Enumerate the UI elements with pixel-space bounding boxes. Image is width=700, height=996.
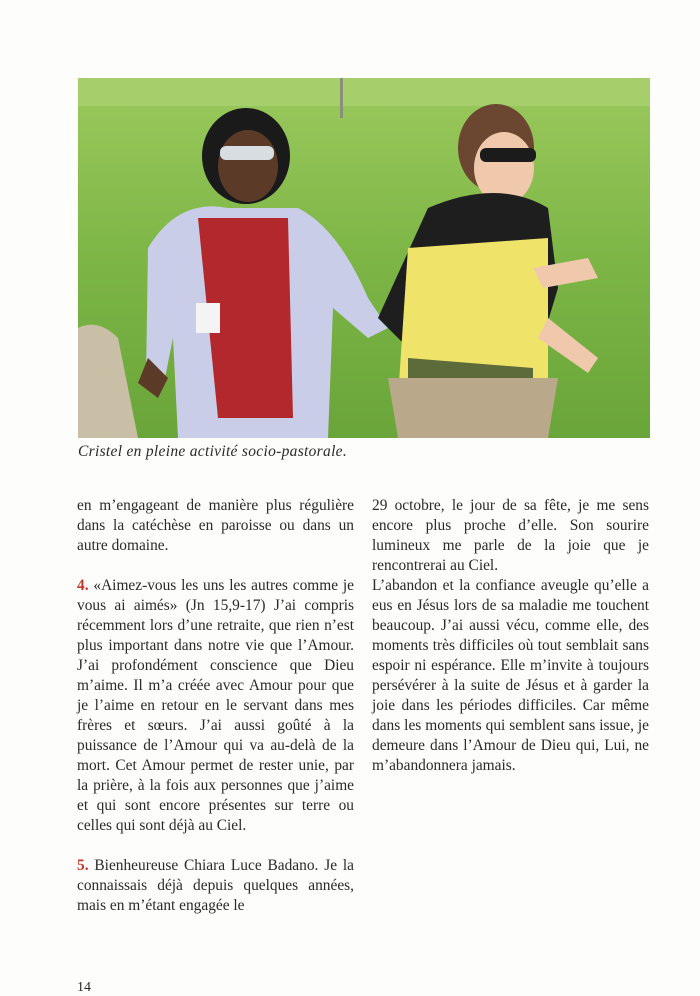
page-number: 14	[77, 980, 91, 995]
intro-paragraph: en m’engageant de manière plus régulière dans la catéchèse en paroisse ou dans un autre domaine.	[77, 497, 354, 554]
right-paragraph-1: 29 octobre, le jour de sa fête, je me sens encore plus proche d’elle. Son sourire lumineux me parle de la joie que je rencontrerai au Ciel.	[372, 497, 649, 574]
item-5-text: Bienheureuse Chiara Luce Badano. Je la connaissais déjà depuis quelques années, mais en m’étant engagée le	[77, 857, 354, 914]
photo-caption: Cristel en pleine activité socio-pastorale.	[78, 443, 348, 460]
photo	[78, 78, 650, 438]
right-column	[372, 496, 649, 776]
item-4-number: 4.	[77, 577, 89, 594]
right-paragraph-2: L’abandon et la confiance aveugle qu’elle a eus en Jésus lors de sa maladie me touchent beaucoup. J’ai aussi vécu, comme elle, des moments très difficiles où tout semblait sans espoir ni espérance. Elle m’invite à toujours persévérer à la suite de Jésus et à garder la joie dans les périodes difficiles. Car même dans les moments qui semblent sans issue, je demeure dans l’Amour de Dieu qui, Lui, ne m’abandonnera jamais.	[372, 577, 649, 774]
item-5-paragraph	[77, 856, 354, 916]
left-column	[77, 496, 354, 916]
item-4-text: «Aimez-vous les uns les autres comme je vous ai aimés» (Jn 15,9-17) J’ai compris récemment lors d’une retraite, que rien n’est plus important dans notre vie que l’Amour. J’ai profondément conscience que Dieu m’aime. Il m’a créée avec Amour pour que je l’aime en retour en le servant dans mes frères et sœurs. J’ai aussi goûté à la puissance de l’Amour qui va au-delà de la mort. Cet Amour permet de rester unie, par la prière, à la fois aux personnes que j’aime et qui sont encore présentes sur terre ou celles qui sont déjà au Ciel.	[77, 577, 354, 834]
item-4-paragraph	[77, 576, 354, 836]
item-5-number: 5.	[77, 857, 89, 874]
photo-two-women-walking-icon	[78, 78, 650, 438]
